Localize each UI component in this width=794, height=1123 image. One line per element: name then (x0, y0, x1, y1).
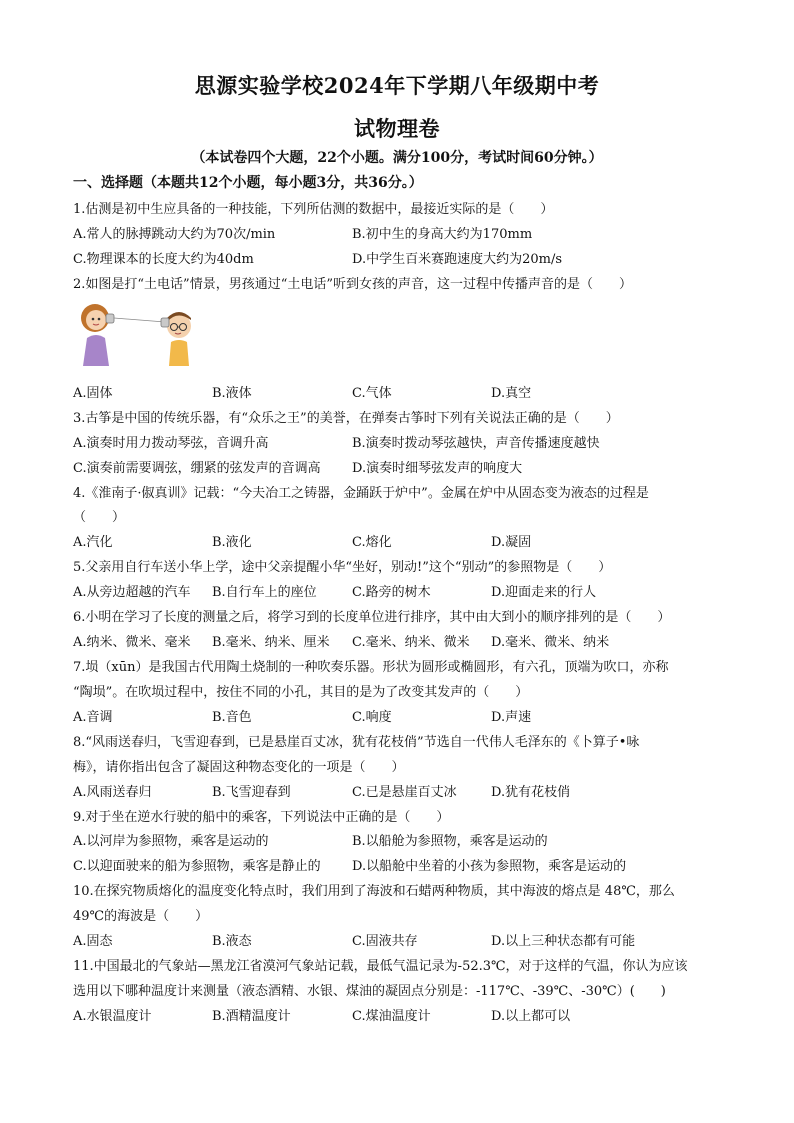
question-1-option-d: D.中学生百米赛跑速度大约为20m/s (352, 252, 563, 267)
question-6-stem: 6.小明在学习了长度的测量之后，将学习到的长度单位进行排序，其中由大到小的顺序排列的是（ ） (73, 610, 671, 625)
question-7-stem: 7.埙（xūn）是我国古代用陶土烧制的一种吹奏乐器。形状为圆形或椭圆形，有六孔，顶端为吹口，亦称 (73, 660, 669, 675)
question-5-stem: 5.父亲用自行车送小华上学，途中父亲提醒小华“坐好，别动!”这个“别动”的参照物是（ ） (73, 560, 612, 575)
question-1-option-b: B.初中生的身高大约为170mm (352, 227, 533, 242)
question-6-option-b: B.毫米、纳米、厘米 (212, 635, 330, 650)
question-8-option-c: C.已是悬崖百丈冰 (352, 785, 457, 800)
question-3-option-a: A.演奏时用力拨动琴弦，音调升高 (73, 436, 269, 451)
question-10-option-a: A.固态 (73, 934, 113, 949)
question-5-option-d: D.迎面走来的行人 (491, 585, 597, 600)
question-4-option-b: B.液化 (212, 535, 252, 550)
question-6-option-c: C.毫米、纳米、微米 (352, 635, 470, 650)
question-2-option-d: D.真空 (491, 386, 532, 401)
question-10-stem-cont: 49℃的海波是（ ） (73, 909, 209, 924)
question-7-option-c: C.响度 (352, 710, 392, 725)
question-10-option-c: C.固液共存 (352, 934, 418, 949)
question-11-option-a: A.水银温度计 (73, 1009, 152, 1024)
question-2-option-a: A.固体 (73, 386, 113, 401)
question-9-option-a: A.以河岸为参照物，乘客是运动的 (73, 834, 269, 849)
question-9-option-d: D.以船舱中坐着的小孩为参照物，乘客是运动的 (352, 859, 627, 874)
exam-title-line2: 试物理卷 (354, 116, 440, 141)
question-3-option-d: D.演奏时细琴弦发声的响度大 (352, 461, 523, 476)
question-8-stem-cont: 梅》，请你指出包含了凝固这种物态变化的一项是（ ） (73, 760, 405, 775)
question-3-option-c: C.演奏前需要调弦，绷紧的弦发声的音调高 (73, 461, 321, 476)
question-8-option-b: B.飞雪迎春到 (212, 785, 291, 800)
question-7-option-a: A.音调 (73, 710, 113, 725)
question-1-stem: 1.估测是初中生应具备的一种技能，下列所估测的数据中，最接近实际的是（ ） (73, 202, 554, 217)
question-6-option-d: D.毫米、微米、纳米 (491, 635, 610, 650)
question-5-option-c: C.路旁的树木 (352, 585, 431, 600)
question-9-option-b: B.以船舱为参照物，乘客是运动的 (352, 834, 548, 849)
question-10-stem: 10.在探究物质熔化的温度变化特点时，我们用到了海波和石蜡两种物质，其中海波的熔点是 48℃，那么 (73, 884, 675, 899)
question-8-option-a: A.风雨送春归 (73, 785, 152, 800)
question-7-option-d: D.声速 (491, 710, 532, 725)
question-11-option-b: B.酒精温度计 (212, 1009, 291, 1024)
question-4-stem-cont: （ ） (73, 510, 126, 525)
question-4-option-c: C.熔化 (352, 535, 392, 550)
question-11-stem: 11.中国最北的气象站—黑龙江省漠河气象站记载，最低气温记录为-52.3℃，对于这样的气温，你认为应该 (73, 959, 688, 974)
tin-can-telephone-illustration (73, 296, 197, 368)
question-6-option-a: A.纳米、微米、毫米 (73, 635, 191, 650)
question-10-option-d: D.以上三种状态都有可能 (491, 934, 636, 949)
exam-title-line1: 思源实验学校2024年下学期八年级期中考 (194, 73, 600, 98)
question-5-option-b: B.自行车上的座位 (212, 585, 317, 600)
question-5-option-a: A.从旁边超越的汽车 (73, 585, 191, 600)
question-7-stem-cont: “陶埙”。在吹埙过程中，按住不同的小孔，其目的是为了改变其发声的（ ） (73, 685, 529, 700)
question-11-option-d: D.以上都可以 (491, 1009, 571, 1024)
question-11-stem-cont: 选用以下哪种温度计来测量（液态酒精、水银、煤油的凝固点分别是：-117℃、-39℃、-30℃）( ) (73, 984, 666, 999)
question-2-stem: 2.如图是打“土电话”情景，男孩通过“土电话”听到女孩的声音，这一过程中传播声音的是（ ） (73, 277, 632, 292)
question-8-option-d: D.犹有花枝俏 (491, 785, 571, 800)
question-3-stem: 3.古筝是中国的传统乐器，有“众乐之王”的美誉，在弹奏古筝时下列有关说法正确的是（ ） (73, 411, 619, 426)
question-4-option-a: A.汽化 (73, 535, 113, 550)
question-1-option-c: C.物理课本的长度大约为40dm (73, 252, 254, 267)
exam-note: （本试卷四个大题，22个小题。满分100分，考试时间60分钟。） (191, 150, 603, 166)
question-3-option-b: B.演奏时拨动琴弦越快，声音传播速度越快 (352, 436, 600, 451)
question-2-option-c: C.气体 (352, 386, 392, 401)
question-9-option-c: C.以迎面驶来的船为参照物，乘客是静止的 (73, 859, 321, 874)
question-7-option-b: B.音色 (212, 710, 252, 725)
question-10-option-b: B.液态 (212, 934, 252, 949)
question-8-stem: 8.“风雨送春归，飞雪迎春到，已是悬崖百丈冰，犹有花枝俏”节选自一代伟人毛泽东的《卜算子•咏 (73, 735, 640, 750)
section-heading: 一、选择题（本题共12个小题，每小题3分，共36分。） (73, 175, 423, 191)
question-1-option-a: A.常人的脉搏跳动大约为70次/min (73, 227, 276, 242)
question-4-option-d: D.凝固 (491, 535, 532, 550)
question-11-option-c: C.煤油温度计 (352, 1009, 431, 1024)
question-4-stem: 4.《淮南子·俶真训》记载：“今夫冶工之铸器，金踊跃于炉中”。金属在炉中从固态变为液态的过程是 (73, 486, 649, 501)
question-2-option-b: B.液体 (212, 386, 252, 401)
question-9-stem: 9.对于坐在逆水行驶的船中的乘客，下列说法中正确的是（ ） (73, 810, 450, 825)
